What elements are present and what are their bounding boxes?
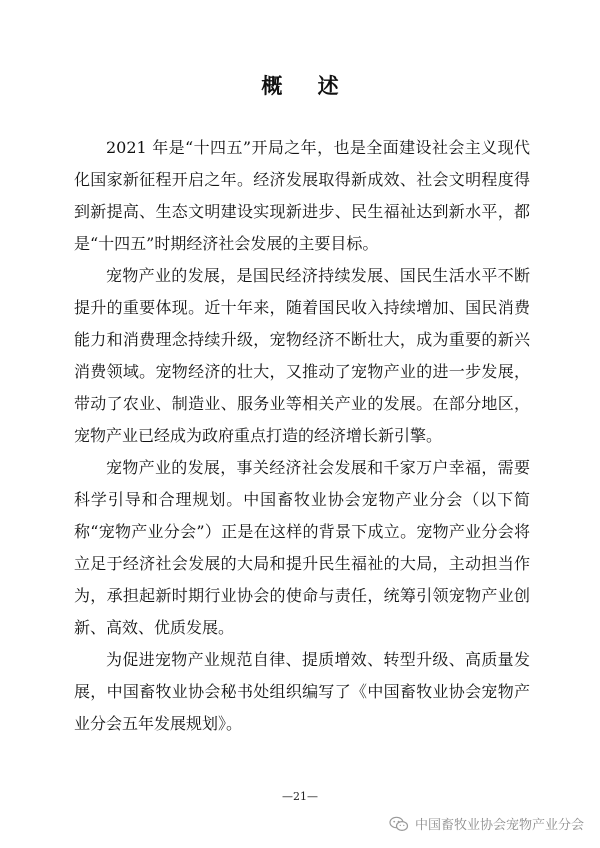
paragraph-2: 宠物产业的发展，是国民经济持续发展、国民生活水平不断提升的重要体现。近十年来，随着国民收入持续增加、国民消费能力和消费理念持续升级，宠物经济不断壮大，成为重要的新兴消费领域。宠物经济的壮大，又推动了宠物产业的进一步发展，带动了农业、制造业、服务业等相关产业的发展。在部分地区，宠物产业已经成为政府重点打造的经济增长新引擎。 (74, 266, 530, 445)
source-watermark (389, 814, 584, 833)
watermark-text: 中国畜牧业协会宠物产业分会 (414, 818, 584, 833)
document-body (74, 132, 530, 740)
paragraph-3: 宠物产业的发展，事关经济社会发展和千家万户幸福，需要科学引导和合理规划。中国畜牧业协会宠物产业分会（以下简称“宠物产业分会”）正是在这样的背景下成立。宠物产业分会将立足于经济社会发展的大局和提升民生福祉的大局，主动担当作为，承担起新时期行业协会的使命与责任，统筹引领宠物产业创新、高效、优质发展。 (74, 458, 530, 637)
paragraph-1: 2021 年是“十四五”开局之年，也是全面建设社会主义现代化国家新征程开启之年。经济发展取得新成效、社会文明程度得到新提高、生态文明建设实现新进步、民生福祉达到新水平，都是“十四五”时期经济社会发展的主要目标。 (74, 138, 530, 253)
paragraph-4: 为促进宠物产业规范自律、提质增效、转型升级、高质量发展，中国畜牧业协会秘书处组织编写了《中国畜牧业协会宠物产业分会五年发展规划》。 (74, 650, 530, 733)
page-title: 概 述 (261, 74, 353, 98)
wechat-icon (389, 816, 409, 832)
page-number: —21— (282, 790, 318, 803)
